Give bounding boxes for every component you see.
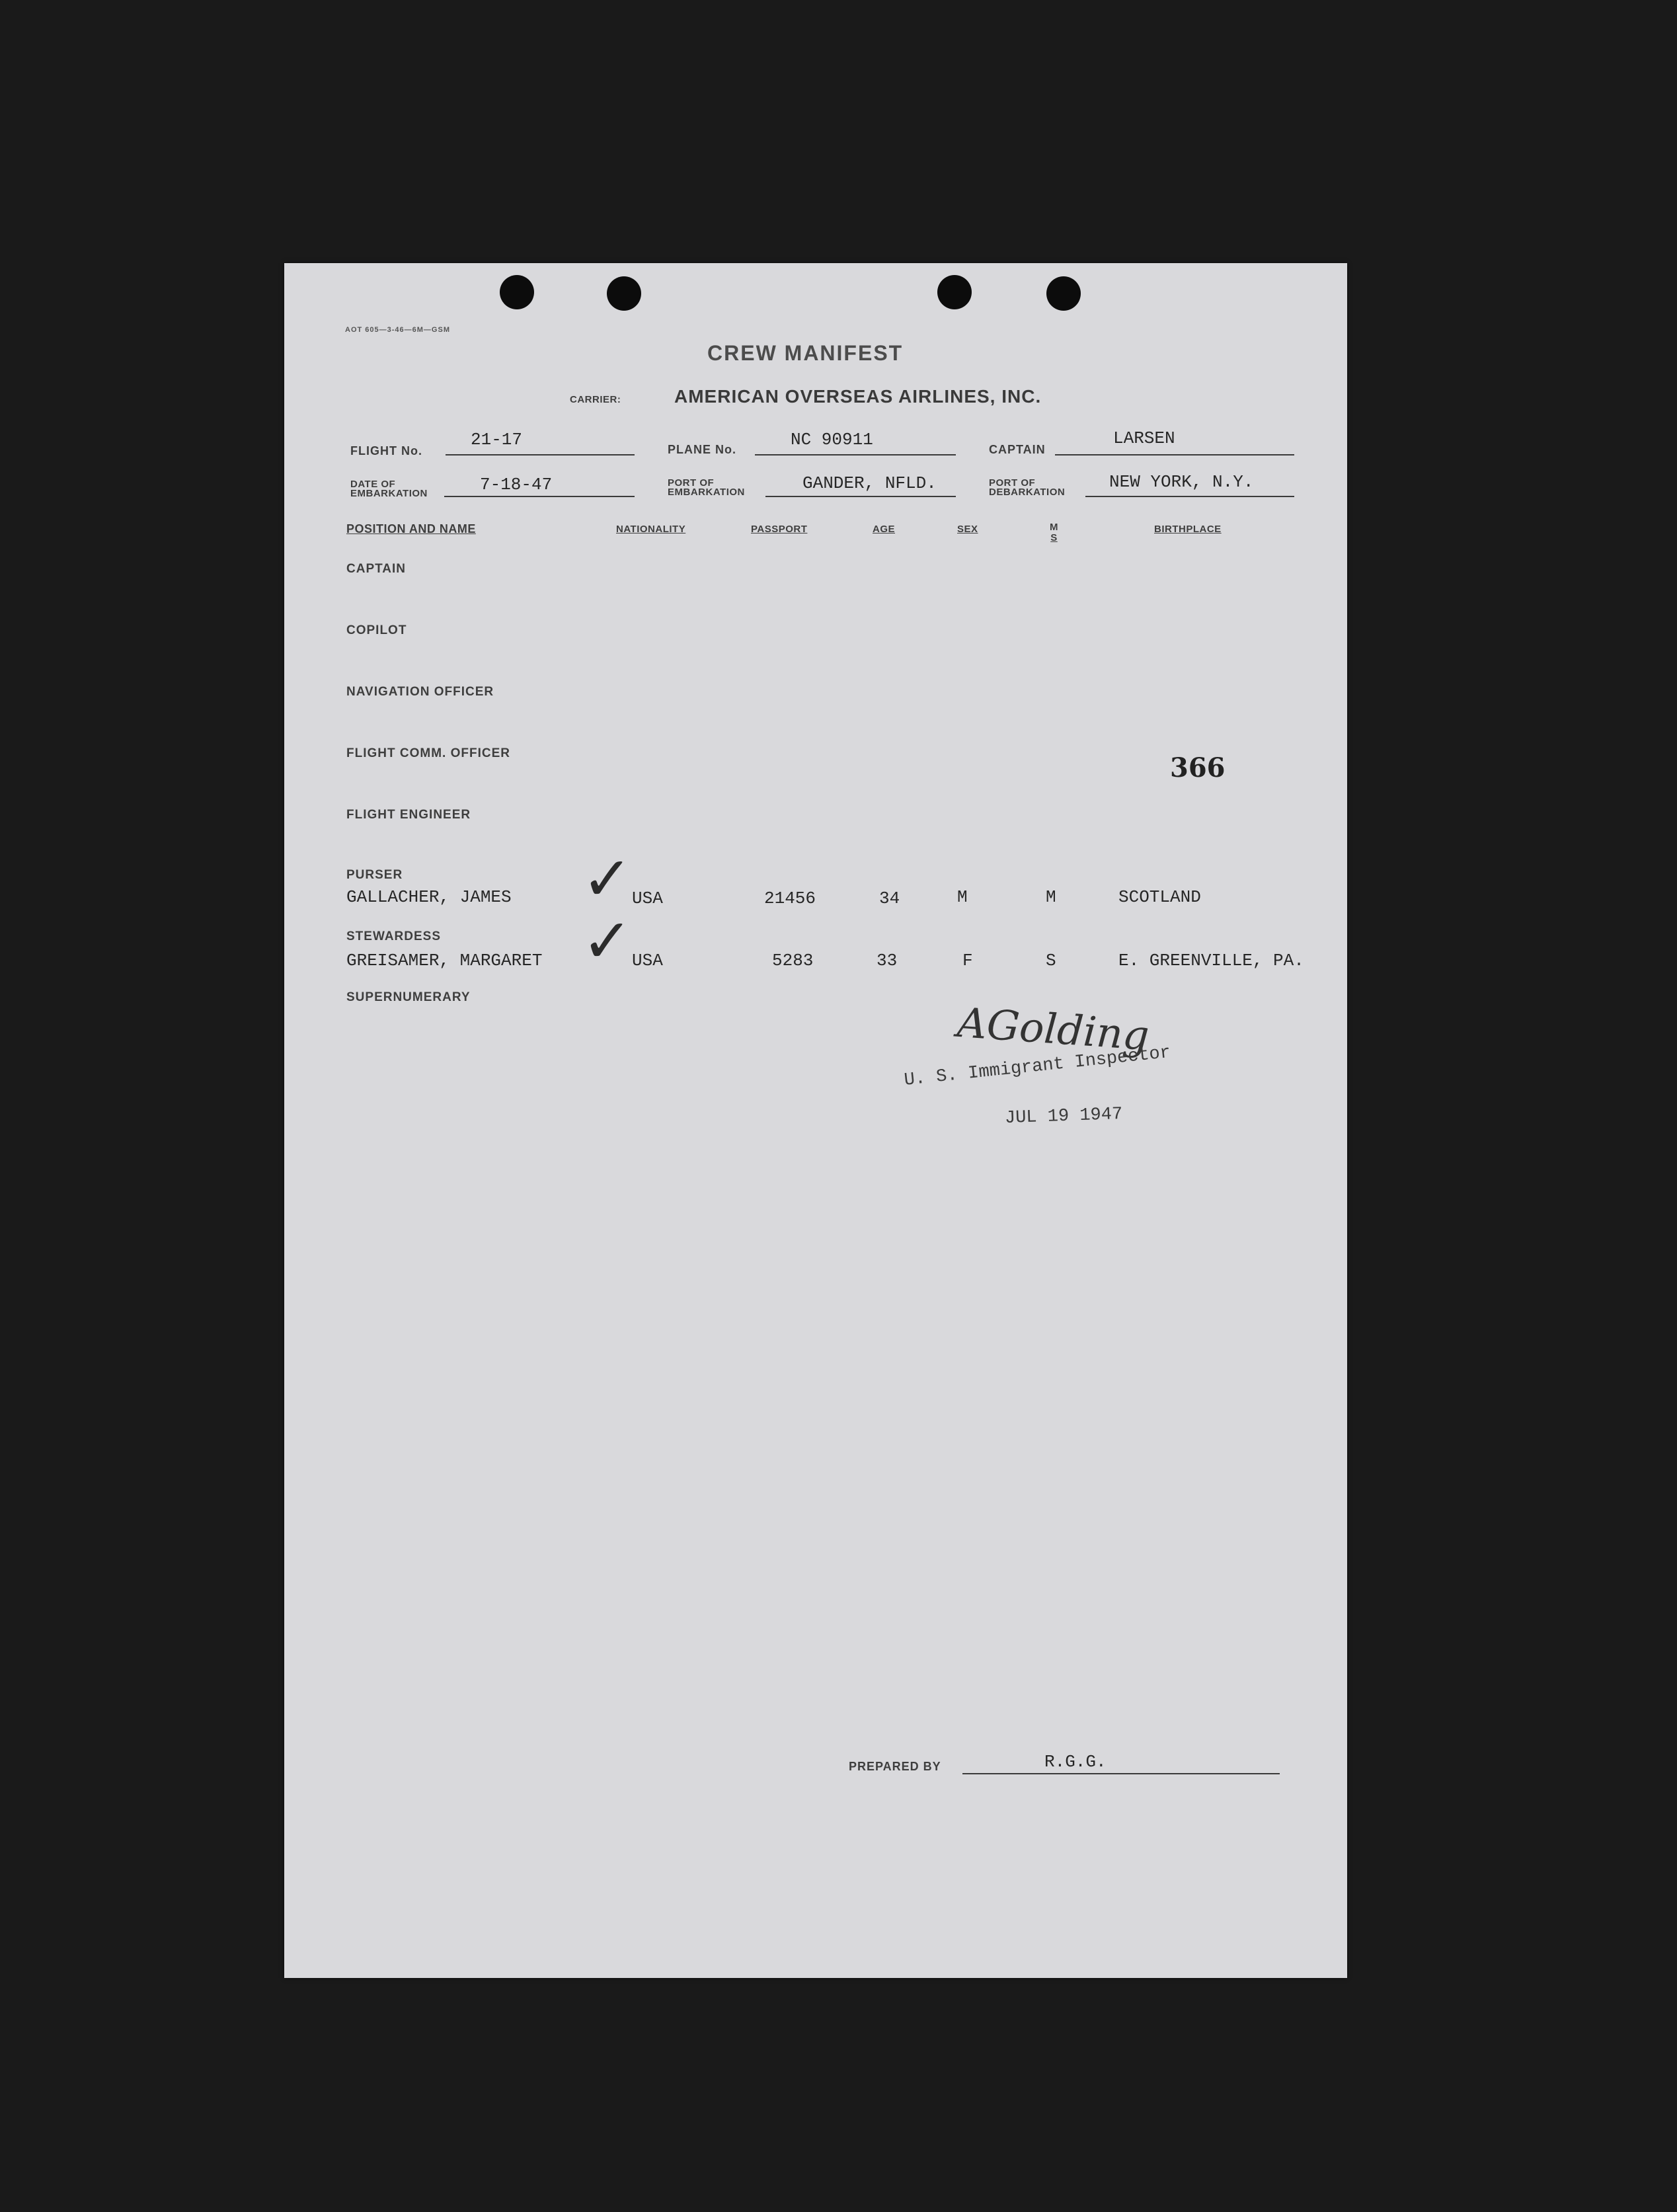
underline bbox=[446, 454, 635, 455]
underline bbox=[1085, 496, 1294, 497]
flight-no-label: FLIGHT No. bbox=[350, 444, 422, 457]
crew-sex: M bbox=[957, 887, 968, 907]
bleed-through-mark bbox=[637, 1120, 653, 1173]
punch-hole bbox=[607, 276, 641, 311]
underline bbox=[1055, 454, 1294, 455]
crew-birthplace: SCOTLAND bbox=[1118, 887, 1201, 907]
role-captain: CAPTAIN bbox=[346, 562, 407, 576]
plane-no-value: NC 90911 bbox=[791, 430, 873, 450]
captain-label: CAPTAIN bbox=[989, 443, 1046, 456]
check-mark: ✓ bbox=[582, 844, 633, 914]
prepared-by-value: R.G.G. bbox=[1044, 1752, 1107, 1772]
col-birthplace: BIRTHPLACE bbox=[1154, 524, 1222, 535]
col-age: AGE bbox=[873, 524, 896, 535]
crew-name: GALLACHER, JAMES bbox=[346, 887, 512, 907]
crew-marital-status: M bbox=[1046, 887, 1056, 907]
port-embarkation-label: PORT OF EMBARKATION bbox=[668, 477, 745, 498]
carrier-name: AMERICAN OVERSEAS AIRLINES, INC. bbox=[674, 386, 1042, 407]
inspector-signature: AGolding bbox=[955, 998, 1151, 1060]
flight-no-value: 21-17 bbox=[471, 430, 523, 450]
crew-age: 33 bbox=[877, 951, 898, 970]
captain-value: LARSEN bbox=[1113, 428, 1175, 448]
role-supernumerary: SUPERNUMERARY bbox=[346, 990, 471, 1004]
inspector-stamp-title: U. S. Immigrant Inspector bbox=[903, 1043, 1172, 1091]
crew-birthplace: E. GREENVILLE, PA. bbox=[1118, 951, 1304, 970]
inspector-stamp-date: JUL 19 1947 bbox=[1004, 1104, 1123, 1129]
port-debarkation-value: NEW YORK, N.Y. bbox=[1109, 472, 1254, 492]
role-flight-engineer: FLIGHT ENGINEER bbox=[346, 808, 471, 822]
form-code: AOT 605—3-46—6M—GSM bbox=[345, 326, 450, 334]
manifest-sheet bbox=[284, 263, 1347, 1978]
crew-passport: 5283 bbox=[772, 951, 814, 970]
role-flight-comm-officer: FLIGHT COMM. OFFICER bbox=[346, 746, 510, 760]
underline bbox=[962, 1773, 1280, 1774]
port-embarkation-value: GANDER, NFLD. bbox=[802, 473, 937, 493]
crew-sex: F bbox=[962, 951, 973, 970]
punch-hole bbox=[500, 275, 534, 309]
prepared-by-label: PREPARED BY bbox=[849, 1760, 941, 1773]
col-position: POSITION AND NAME bbox=[346, 522, 476, 535]
role-copilot: COPILOT bbox=[346, 623, 407, 637]
underline bbox=[755, 454, 956, 455]
col-sex: SEX bbox=[957, 524, 978, 535]
check-mark: ✓ bbox=[582, 906, 633, 976]
page-number: 366 bbox=[1170, 752, 1226, 783]
date-label: DATE OF EMBARKATION bbox=[350, 479, 428, 499]
crew-nationality: USA bbox=[632, 951, 663, 970]
date-value: 7-18-47 bbox=[480, 475, 553, 494]
col-marital-status: M S bbox=[1050, 522, 1058, 543]
col-nationality: NATIONALITY bbox=[616, 524, 686, 535]
role-purser: PURSER bbox=[346, 868, 403, 882]
col-passport: PASSPORT bbox=[751, 524, 808, 535]
role-navigation-officer: NAVIGATION OFFICER bbox=[346, 685, 494, 699]
punch-hole bbox=[937, 275, 972, 309]
underline bbox=[765, 496, 956, 497]
carrier-label: CARRIER: bbox=[570, 394, 621, 405]
role-stewardess: STEWARDESS bbox=[346, 929, 442, 943]
crew-age: 34 bbox=[879, 889, 900, 908]
underline bbox=[444, 496, 635, 497]
port-debarkation-label: PORT OF DEBARKATION bbox=[989, 477, 1066, 498]
crew-passport: 21456 bbox=[764, 889, 816, 908]
page-title: CREW MANIFEST bbox=[707, 341, 904, 365]
crew-marital-status: S bbox=[1046, 951, 1056, 970]
plane-no-label: PLANE No. bbox=[668, 443, 737, 456]
punch-hole bbox=[1046, 276, 1081, 311]
crew-name: GREISAMER, MARGARET bbox=[346, 951, 543, 970]
crew-nationality: USA bbox=[632, 889, 663, 908]
